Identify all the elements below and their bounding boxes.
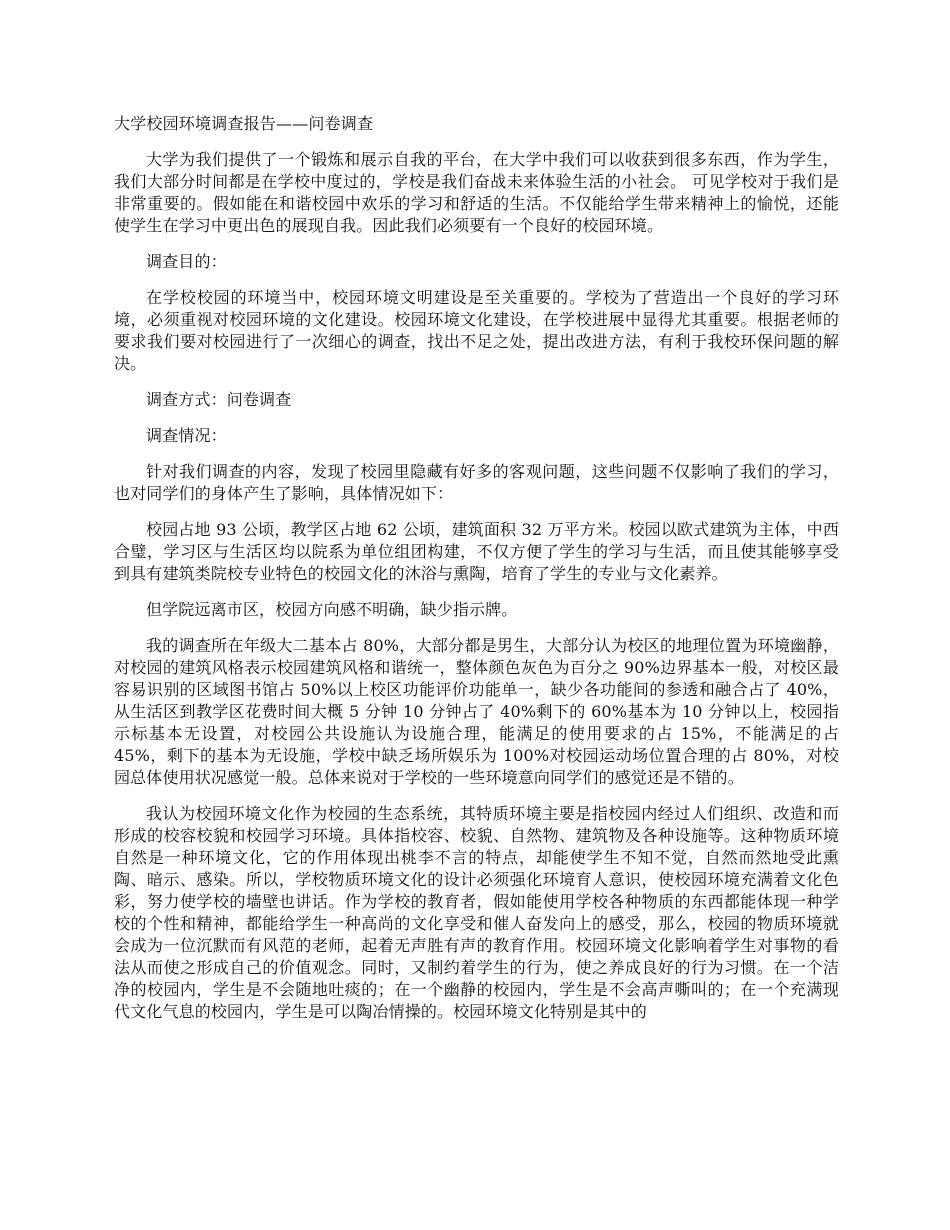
- paragraph-campus-issue: 但学院远离市区，校园方向感不明确，缺少指示牌。: [146, 600, 518, 619]
- heading-survey-status: 调查情况：: [146, 426, 227, 445]
- document-title: 大学校园环境调查报告——问卷调查: [114, 114, 374, 133]
- heading-survey-method: 调查方式：问卷调查: [146, 390, 292, 409]
- paragraph-survey-results: 我的调查所在年级大二基本占 80%，大部分都是男生，大部分认为校区的地理位置为环境幽静，对校园的建筑风格表示校园建筑风格和谐统一，整体颜色灰色为百分之 90%边界基本一般，对校区最容易识别的区域图书馆占 50%以上校区功能评价功能单一，缺少各功能间的参透和融合占了 40%，从生活区到教学区花费时间大概 5 分钟 10 分钟占了 40%剩下的 60%基本为 10 分钟以上，校园指示标基本无设置，对校园公共设施认为设施合理，能满足的使用要求的占 15%，不能满足的占 45%，剩下的基本为无设施，学校中缺乏场所娱乐为 100%对校园运动场位置合理的占 80%，对校园总体使用状况感觉一般。总体来说对于学校的一些环境意向同学们的感觉还是不错的。: [114, 636, 839, 787]
- paragraph-survey-purpose: 在学校校园的环境当中，校园环境文明建设是至关重要的。学校为了营造出一个良好的学习环境，必须重视对校园环境的文化建设。校园环境文化建设，在学校进展中显得尤其重要。根据老师的要求我们要对校园进行了一次细心的调查，找出不足之处，提出改进方法，有利于我校环保问题的解决。: [114, 288, 839, 373]
- paragraph-findings-intro: 针对我们调查的内容，发现了校园里隐藏有好多的客观问题，这些问题不仅影响了我们的学习，也对同学们的身体产生了影响，具体情况如下：: [114, 462, 839, 503]
- paragraph-intro: 大学为我们提供了一个锻炼和展示自我的平台，在大学中我们可以收获到很多东西，作为学生，我们大部分时间都是在学校中度过的，学校是我们奋战未来体验生活的小社会。 可见学校对于我们是非常重要的。假如能在和谐校园中欢乐的学习和舒适的生活。不仅能给学生带来精神上的愉悦，还能使学生在学习中更出色的展现自我。因此我们必须要有一个良好的校园环境。: [114, 150, 839, 235]
- document-body: [114, 113, 839, 1023]
- heading-survey-purpose: 调查目的：: [146, 252, 227, 271]
- paragraph-campus-overview: 校园占地 93 公顷，教学区占地 62 公顷，建筑面积 32 万平方米。校园以欧式建筑为主体，中西合璧，学习区与生活区均以院系为单位组团构建，不仅方便了学生的学习与生活，而且使其能够享受到具有建筑类院校专业特色的校园文化的沐浴与熏陶，培育了学生的专业与文化素养。: [114, 520, 839, 583]
- paragraph-environment-culture: 我认为校园环境文化作为校园的生态系统，其特质环境主要是指校园内经过人们组织、改造和而形成的校容校貌和校园学习环境。具体指校容、校貌、自然物、建筑物及各种设施等。这种物质环境自然是一种环境文化，它的作用体现出桃李不言的特点，却能使学生不知不觉，自然而然地受此熏陶、暗示、感染。所以，学校物质环境文化的设计必须强化环境育人意识，使校园环境充满着文化色彩，努力使学校的墙壁也讲话。作为学校的教育者，假如能使用学校各种物质的东西都能体现一种学校的个性和精神，都能给学生一种高尚的文化享受和催人奋发向上的感受，那么，校园的物质环境就会成为一位沉默而有风范的老师，起着无声胜有声的教育作用。校园环境文化影响着学生对事物的看法从而使之形成自己的价值观念。同时，又制约着学生的行为，使之养成良好的行为习惯。在一个洁净的校园内，学生是不会随地吐痰的；在一个幽静的校园内，学生是不会高声嘶叫的；在一个充满现代文化气息的校园内，学生是可以陶冶情操的。校园环境文化特别是其中的: [114, 804, 839, 1021]
